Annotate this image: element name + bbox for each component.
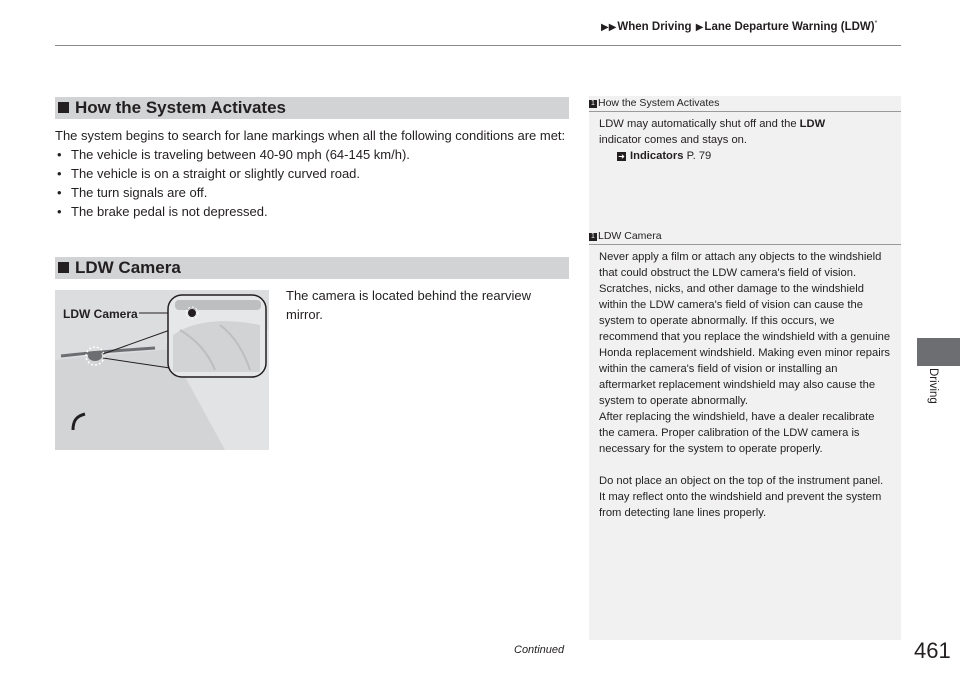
continued-label: Continued: [514, 644, 565, 656]
breadcrumb: [600, 20, 877, 33]
note2-para: After replacing the windshield, have a dealer recalibrate the camera. Proper calibration of the LDW camera is necessary for the system to operate properly.: [599, 411, 875, 455]
note-heading-camera: 1 LDW Camera: [589, 230, 662, 242]
header-divider: [55, 45, 901, 46]
section1-intro: The system begins to search for lane markings when all the following conditions are met:: [55, 128, 566, 143]
note-heading-activation: 1 How the System Activates: [589, 97, 719, 109]
heading-square-icon: [58, 102, 69, 113]
list-item: • The brake pedal is not depressed.: [55, 202, 569, 221]
section-heading-camera: LDW Camera: [55, 257, 569, 279]
chapter-tab-label: Driving: [927, 368, 939, 404]
conditions-list: [55, 145, 569, 221]
page-number: 461: [914, 638, 951, 663]
breadcrumb-arrow-icon: ▶: [695, 21, 704, 33]
option-mark: *: [874, 20, 878, 27]
note2-para: Scratches, nicks, and other damage to the windshield within the LDW camera's field of vision can cause the system to operate abnormally. If this occurs, we recommend that you replace the windshield with a genuine Honda replacement windshield. Making even minor repairs within the camera's field of vision or installing an aftermarket replacement windshield may also cause the system to operate abnormally.: [599, 283, 891, 407]
indicators-link[interactable]: ➜ Indicators P. 79: [618, 150, 712, 162]
breadcrumb-item-ldw[interactable]: Lane Departure Warning (LDW): [704, 20, 875, 33]
list-item: • The turn signals are off.: [55, 183, 569, 202]
note2-body: [599, 249, 891, 521]
camera-description: The camera is located behind the rearview mirror.: [286, 288, 531, 322]
note1-body: LDW may automatically shut off and the LDW indicator comes and stays on. ➜ Indicators P. 79: [599, 118, 826, 162]
breadcrumb-arrow-icon: ▶▶: [601, 21, 617, 33]
section-heading-activation: How the System Activates: [55, 97, 569, 119]
note-divider: [589, 111, 901, 112]
breadcrumb-item-when-driving[interactable]: When Driving: [617, 20, 692, 33]
note-divider: [589, 244, 901, 245]
note2-para: Do not place an object on the top of the instrument panel. It may reflect onto the windshield and prevent the system from detecting lane lines properly.: [599, 475, 884, 519]
chapter-tab[interactable]: [917, 338, 960, 366]
section1-body: [55, 126, 569, 221]
note-ref-icon: 1: [589, 233, 597, 241]
list-item: • The vehicle is traveling between 40-90 mph (64-145 km/h).: [55, 145, 569, 164]
list-item: • The vehicle is on a straight or slightly curved road.: [55, 164, 569, 183]
illustration-callout-label: LDW Camera: [63, 307, 138, 321]
note2-para: Never apply a film or attach any objects to the windshield that could obstruct the LDW camera's field of vision.: [599, 251, 882, 279]
note-ref-icon: 1: [589, 100, 597, 108]
heading-square-icon: [58, 262, 69, 273]
cross-reference-icon: ➜: [618, 152, 625, 161]
